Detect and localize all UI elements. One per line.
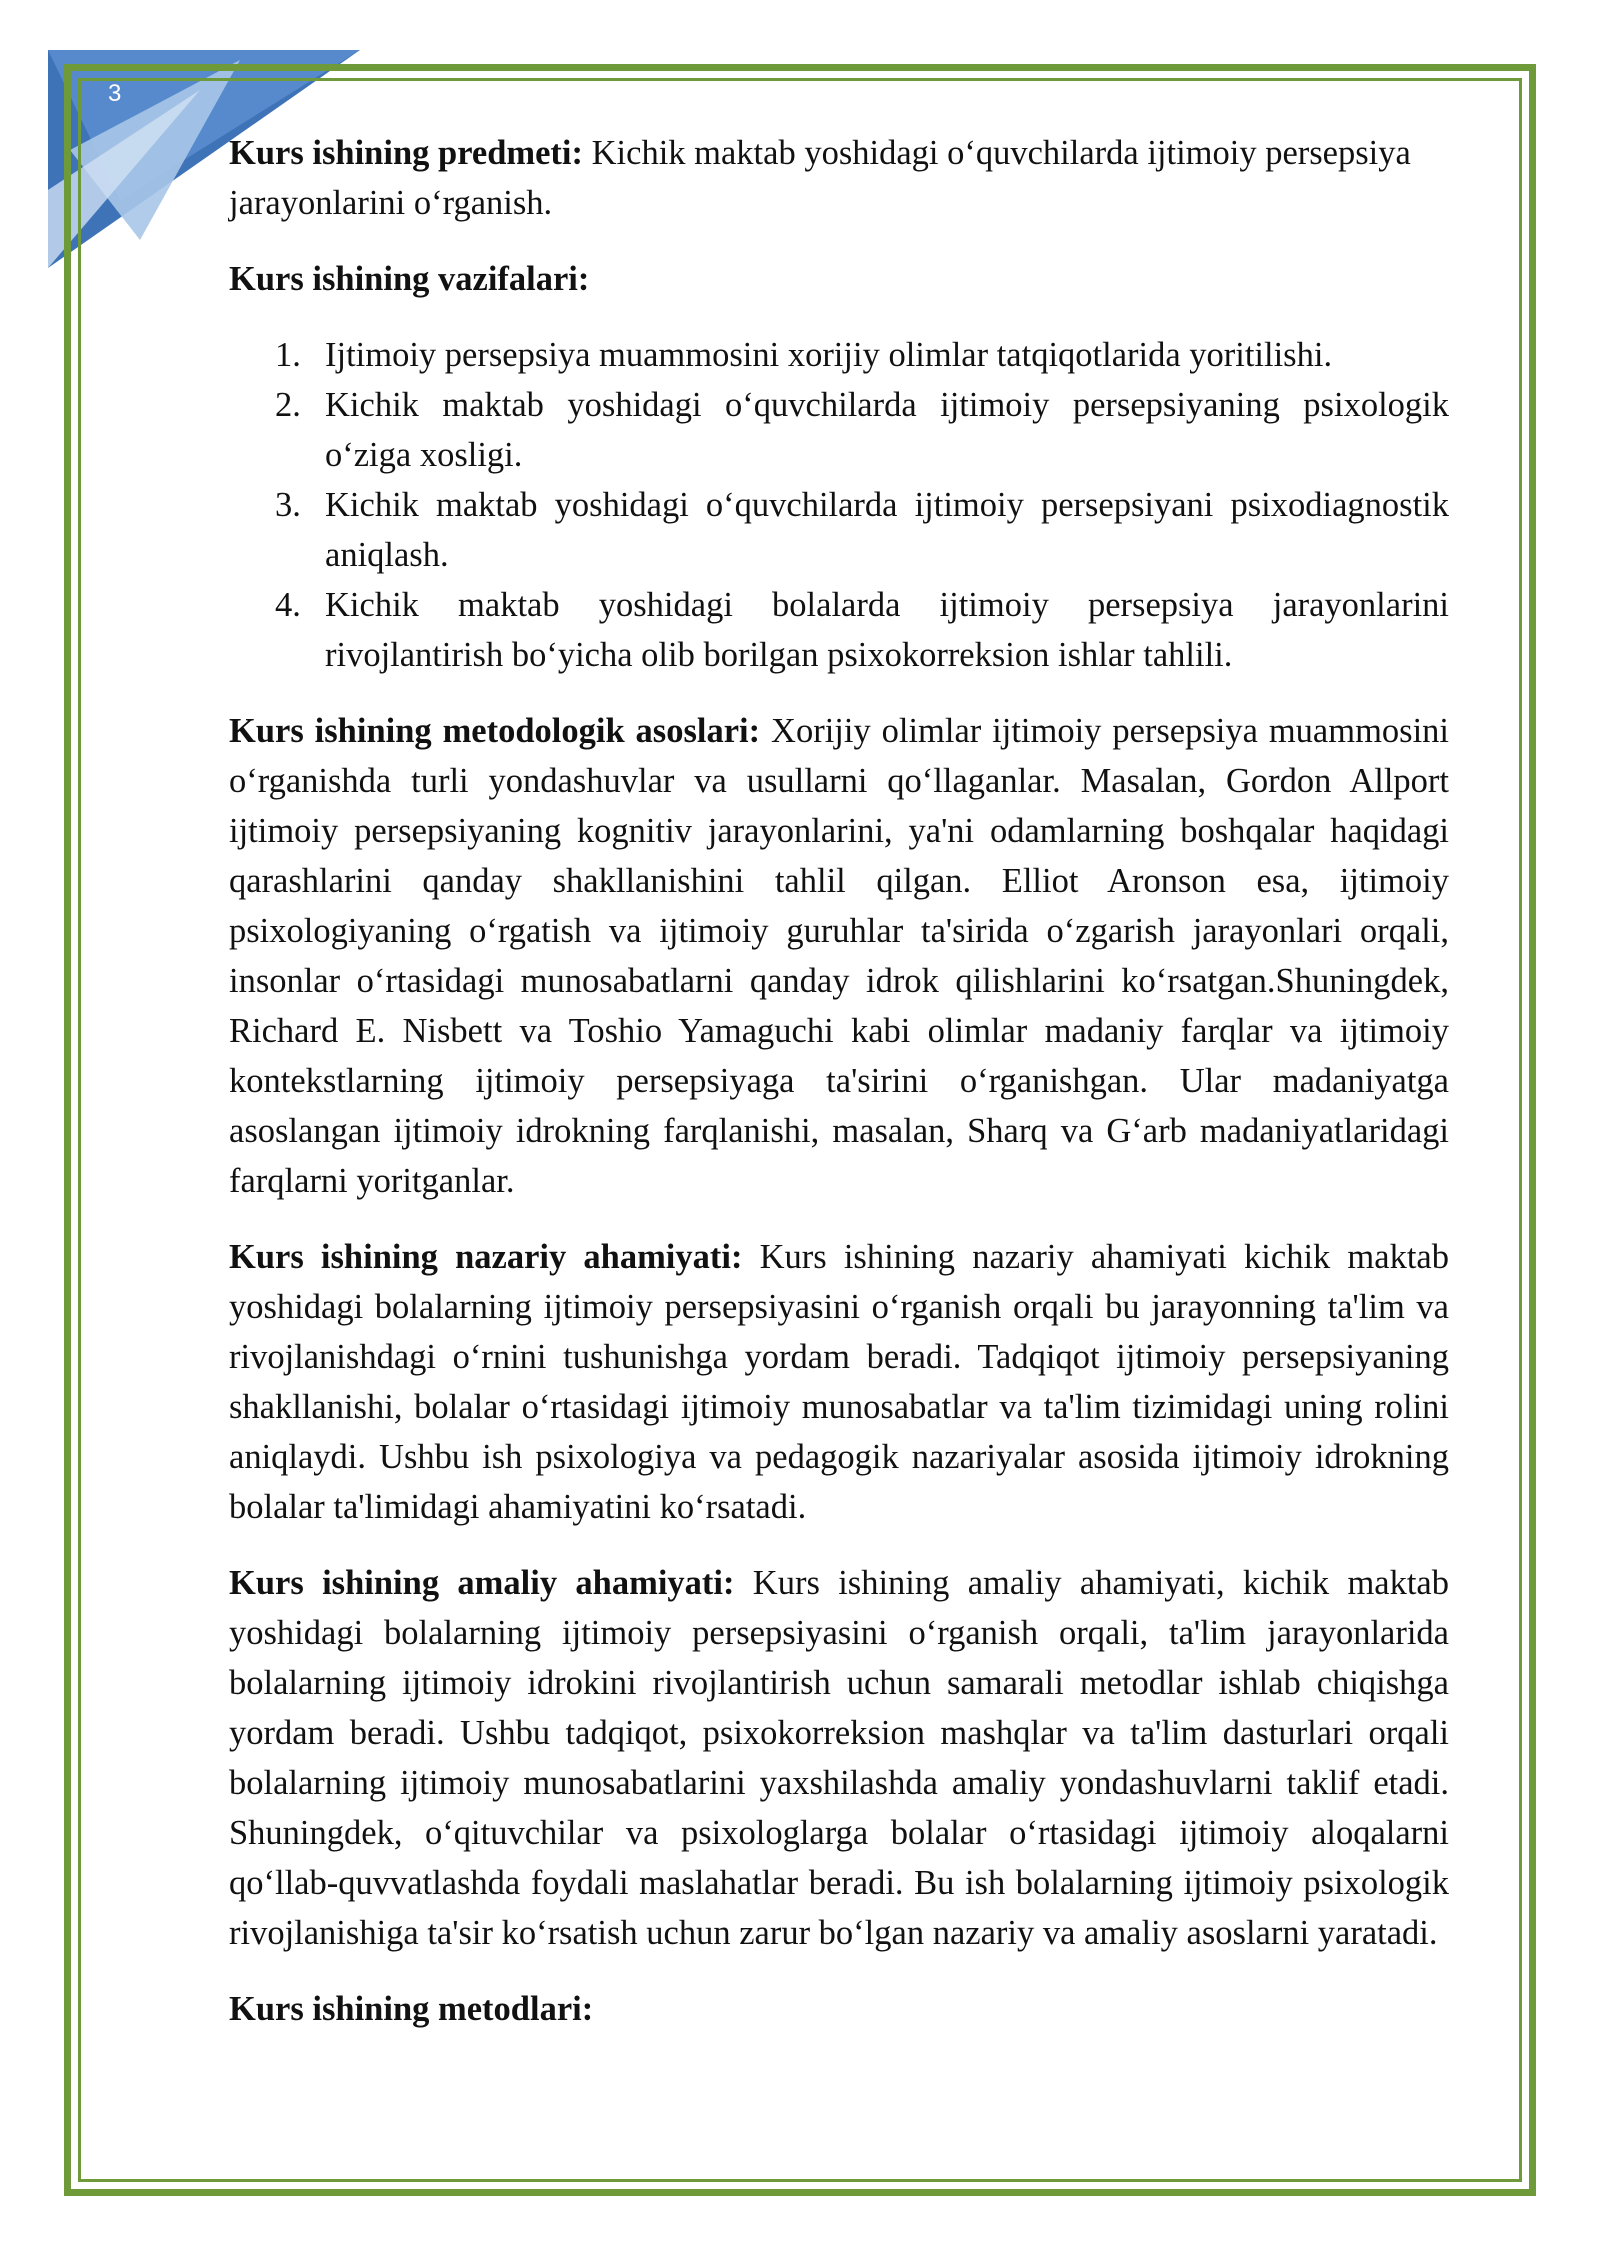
list-item-number: 3.	[275, 486, 301, 524]
page-number: 3	[108, 80, 122, 107]
list-item-text: Ijtimoiy persepsiya muammosini xorijiy olimlar tatqiqotlarida yoritilishi.	[325, 336, 1333, 374]
theory-text: Kurs ishining nazariy ahamiyati kichik maktab yoshidagi bolalarning ijtimoiy persepsiyasini o‘rganish orqali bu jarayonning ta'lim va rivojlanishdagi o‘rnini tushunishga yordam beradi. Tadqiqot ijtimoiy persepsiyaning shakllanishi, bolalar o‘rtasidagi ijtimoiy munosabatlar va ta'lim tizimidagi uning rolini aniqlaydi. Ushbu ish psixologiya va pedagogik nazariyalar asosida ijtimoiy idrokning bolalar ta'limidagi ahamiyatini ko‘rsatadi.	[229, 1238, 1449, 1526]
theory-paragraph	[229, 1232, 1449, 1532]
methods-heading-paragraph	[229, 1984, 1449, 2034]
list-item	[275, 380, 1449, 480]
methodology-text: Xorijiy olimlar ijtimoiy persepsiya muammosini o‘rganishda turli yondashuvlar va usullarni qo‘llaganlar. Masalan, Gordon Allport ijtimoiy persepsiyaning kognitiv jarayonlarini, ya'ni odamlarning boshqalar haqidagi qarashlarini qanday shakllanishini tahlil qilgan. Elliot Aronson esa, ijtimoiy psixologiyaning o‘rgatish va ijtimoiy guruhlar ta'sirida o‘zgarish jarayonlari orqali, insonlar o‘rtasidagi munosabatlarni qanday idrok qilishlarini ko‘rsatgan.Shuningdek, Richard E. Nisbett va Toshio Yamaguchi kabi olimlar madaniy farqlar va ijtimoiy kontekstlarning ijtimoiy persepsiyaga ta'sirini o‘rganishgan. Ular madaniyatga asoslangan ijtimoiy idrokning farqlanishi, masalan, Sharq va G‘arb madaniyatlaridagi farqlarni yoritganlar.	[229, 712, 1450, 1200]
page-content	[229, 128, 1449, 2060]
tasks-heading: Kurs ishining vazifalari:	[229, 260, 590, 298]
methodology-heading: Kurs ishining metodologik asoslari:	[229, 712, 761, 750]
list-item	[275, 480, 1449, 580]
list-item-number: 2.	[275, 386, 301, 424]
list-item-number: 1.	[275, 336, 301, 374]
theory-heading: Kurs ishining nazariy ahamiyati:	[229, 1238, 743, 1276]
subject-text: Kichik maktab yoshidagi o‘quvchilarda ijtimoiy persepsiya jarayonlarini o‘rganish.	[229, 134, 1411, 222]
list-item-text: Kichik maktab yoshidagi bolalarda ijtimoiy persepsiya jarayonlarini rivojlantirish bo‘yicha olib borilgan psixokorreksion ishlar tahlili.	[325, 586, 1449, 674]
list-item	[275, 580, 1449, 680]
list-item-text: Kichik maktab yoshidagi o‘quvchilarda ijtimoiy persepsiyaning psixologik o‘ziga xosligi.	[325, 386, 1449, 474]
methodology-paragraph	[229, 706, 1449, 1206]
tasks-heading-paragraph	[229, 254, 1449, 304]
list-item-text: Kichik maktab yoshidagi o‘quvchilarda ijtimoiy persepsiyani psixodiagnostik aniqlash.	[325, 486, 1449, 574]
subject-paragraph	[229, 128, 1449, 228]
list-item-number: 4.	[275, 586, 301, 624]
subject-heading: Kurs ishining predmeti:	[229, 134, 583, 172]
list-item	[275, 330, 1449, 380]
practice-text: Kurs ishining amaliy ahamiyati, kichik maktab yoshidagi bolalarning ijtimoiy persepsiyasini o‘rganish orqali, ta'lim jarayonlarida bolalarning ijtimoiy idrokini rivojlantirish uchun samarali metodlar ishlab chiqishga yordam beradi. Ushbu tadqiqot, psixokorreksion mashqlar va ta'lim dasturlari orqali bolalarning ijtimoiy munosabatlarini yaxshilashda amaliy yondashuvlarni taklif etadi. Shuningdek, o‘qituvchilar va psixologlarga bolalar o‘rtasidagi ijtimoiy aloqalarni qo‘llab-quvvatlashda foydali maslahatlar beradi. Bu ish bolalarning ijtimoiy psixologik rivojlanishiga ta'sir ko‘rsatish uchun zarur bo‘lgan nazariy va amaliy asoslarni yaratadi.	[229, 1564, 1449, 1952]
tasks-list	[229, 330, 1449, 680]
practice-heading: Kurs ishining amaliy ahamiyati:	[229, 1564, 735, 1602]
practice-paragraph	[229, 1558, 1449, 1958]
methods-heading: Kurs ishining metodlari:	[229, 1990, 594, 2028]
